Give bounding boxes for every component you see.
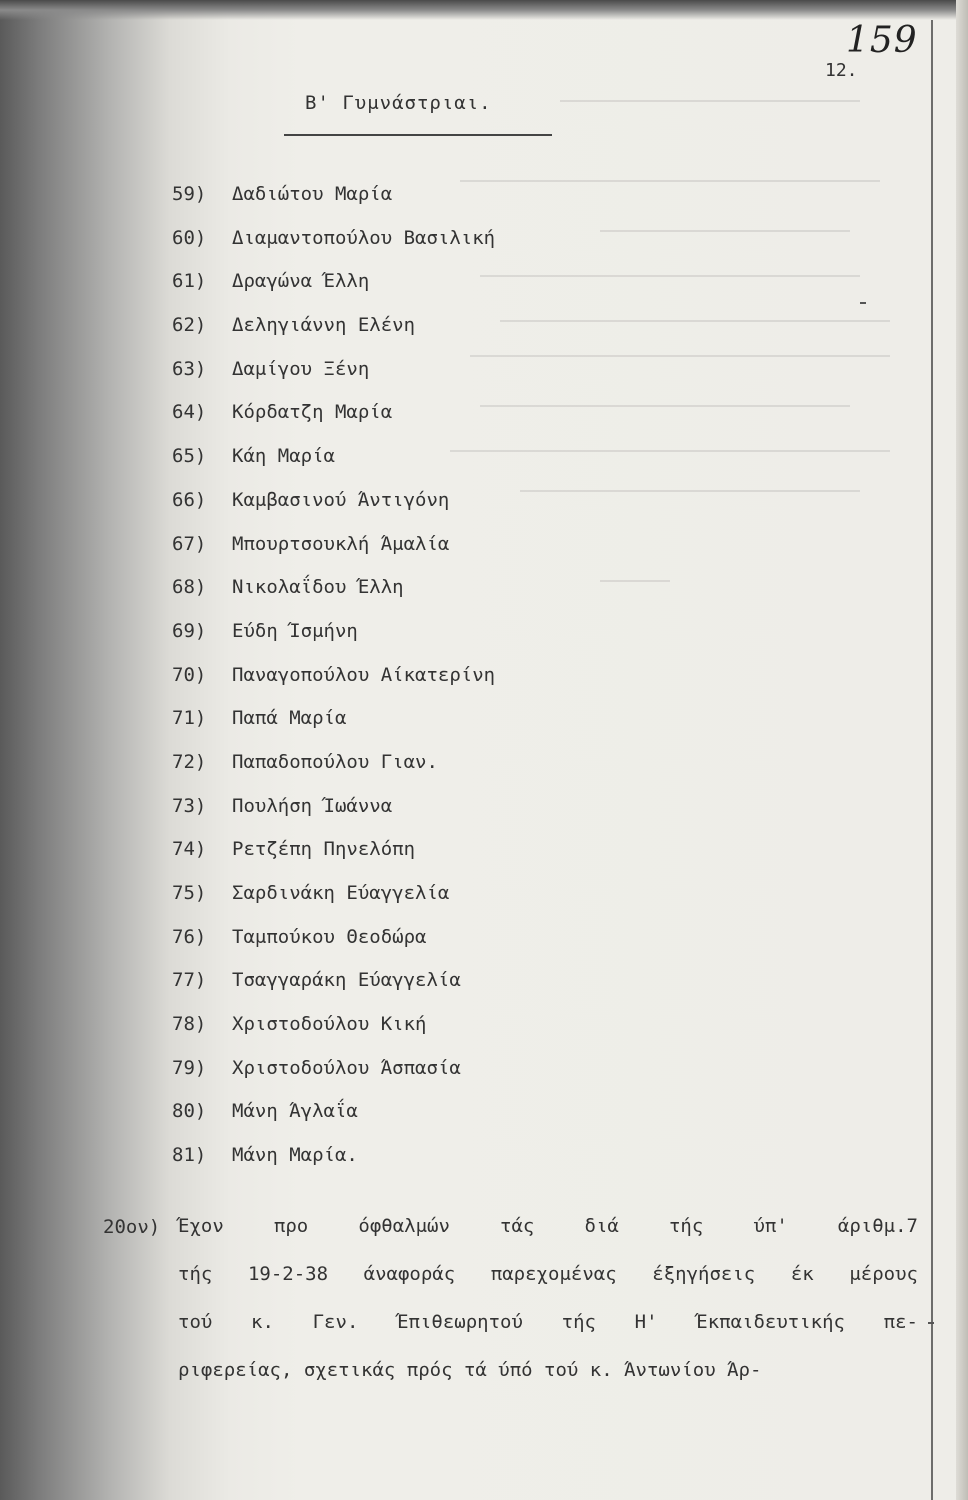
person-name: Χριστοδούλου Άσπασία [232, 1056, 461, 1079]
list-item [172, 750, 495, 794]
list-item [172, 488, 495, 532]
paragraph-line: Έχον προ όφθαλμών τάς διά τής ύπ' άριθμ.7 [178, 1215, 918, 1237]
list-item [172, 925, 495, 969]
list-item [172, 663, 495, 707]
page-border-line [931, 20, 933, 1500]
person-name: Τσαγγαράκη Εύαγγελία [232, 969, 461, 992]
item-number: 81) [172, 1144, 207, 1167]
item-number: 74) [172, 838, 207, 861]
list-item [172, 1143, 495, 1187]
section-item-number: 20ον) [103, 1216, 161, 1238]
paragraph-line: ριφερείας, σχετικάς πρός τά ύπό τού κ. Άντωνίου Άρ- [178, 1359, 762, 1381]
item-number: 75) [172, 882, 207, 904]
person-name: Μάνη Άγλαΐα [232, 1100, 358, 1123]
person-name: Ρετζέπη Πηνελόπη [232, 838, 416, 861]
body-paragraph [178, 1214, 918, 1406]
page-number: 12. [825, 60, 858, 81]
person-name: Εύδη Ίσμήνη [232, 619, 358, 642]
item-number: 68) [172, 576, 207, 599]
person-name: Δεληγιάννη Ελένη [232, 314, 416, 337]
list-item [172, 575, 495, 619]
list-item [172, 794, 495, 838]
person-name: Δαμίγου Ξένη [232, 357, 370, 380]
list-item [172, 269, 495, 313]
folio-number: 159 [846, 20, 918, 61]
name-list [172, 182, 495, 1187]
section-heading: Β' Γυμνάστριαι. [305, 92, 492, 114]
list-item [172, 1012, 495, 1056]
person-name: Πουλήση Ίωάννα [232, 794, 393, 817]
item-number: 63) [172, 357, 207, 380]
person-name: Παπά Μαρία [232, 707, 347, 730]
heading-underline [284, 134, 552, 136]
item-number: 59) [172, 183, 207, 205]
item-number: 64) [172, 401, 207, 424]
person-name: Μπουρτσουκλή Άμαλία [232, 532, 450, 555]
person-name: Χριστοδούλου Κική [232, 1013, 427, 1036]
paragraph-line: τού κ. Γεν. Έπιθεωρητού τής Η' Έκπαιδευτικής πε- [178, 1311, 918, 1333]
list-item [172, 226, 495, 270]
item-number: 72) [172, 750, 207, 773]
item-number: 80) [172, 1100, 207, 1123]
list-item [172, 357, 495, 401]
list-item [172, 1056, 495, 1100]
person-name: Παναγοπούλου Αίκατερίνη [232, 663, 496, 686]
list-item [172, 444, 495, 488]
person-name: Καμβασινού Άντιγόνη [232, 488, 450, 511]
item-number: 61) [172, 270, 207, 293]
margin-tick [928, 1322, 934, 1324]
person-name: Μάνη Μαρία. [232, 1144, 358, 1167]
list-item [172, 400, 495, 444]
item-number: 70) [172, 663, 207, 686]
person-name: Παπαδοπούλου Γιαν. [232, 750, 438, 773]
person-name: Κάη Μαρία [232, 445, 335, 468]
list-item [172, 313, 495, 357]
item-number: 65) [172, 445, 207, 468]
person-name: Ταμπούκου Θεοδώρα [232, 925, 427, 948]
item-number: 73) [172, 794, 207, 817]
list-item [172, 619, 495, 663]
person-name: Διαμαντοπούλου Βασιλική [232, 226, 496, 249]
item-number: 67) [172, 532, 207, 555]
person-name: Νικολαΐδου Έλλη [232, 576, 404, 599]
list-item [172, 182, 495, 226]
item-number: 66) [172, 488, 207, 511]
item-number: 69) [172, 619, 207, 642]
list-item [172, 1099, 495, 1143]
person-name: Δαδιώτου Μαρία [232, 183, 393, 205]
list-item [172, 881, 495, 925]
margin-tick [860, 302, 866, 304]
item-number: 79) [172, 1056, 207, 1079]
person-name: Σαρδινάκη Εύαγγελία [232, 882, 450, 904]
paragraph-line: τής 19-2-38 άναφοράς παρεχομένας έξηγήσεις έκ μέρους [178, 1263, 918, 1285]
item-number: 77) [172, 969, 207, 992]
list-item [172, 532, 495, 576]
list-item [172, 706, 495, 750]
list-item [172, 837, 495, 881]
person-name: Δραγώνα Έλλη [232, 270, 370, 293]
page-edge-shadow [956, 0, 968, 1500]
item-number: 78) [172, 1013, 207, 1036]
item-number: 60) [172, 226, 207, 249]
item-number: 76) [172, 925, 207, 948]
item-number: 71) [172, 707, 207, 730]
list-item [172, 968, 495, 1012]
item-number: 62) [172, 314, 207, 337]
person-name: Κόρδατζη Μαρία [232, 401, 393, 424]
